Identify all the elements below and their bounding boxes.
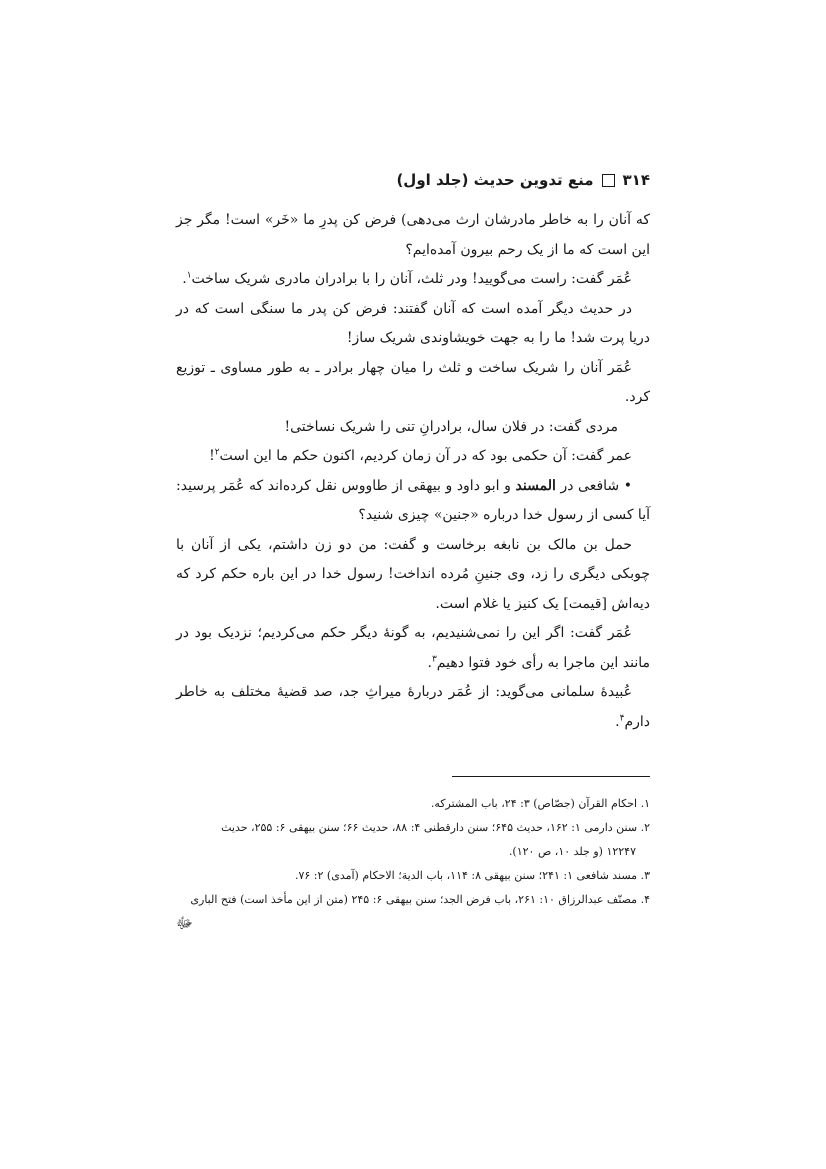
paragraph: که آنان را به خاطر مادرشان ارث می‌دهی) فرض کن پدرِ ما «خَر» است! مگر جز این است که ما از یک رحم بیرون آمده‌ایم؟: [176, 212, 650, 258]
paragraph: حمل بن مالک بن نابغه برخاست و گفت: من دو زن داشتم، یکی از آنان با چوبکی دیگری را زد، وی جنینِ مُرده انداخت! رسول خدا در این باره حکم کرد که دیه‌اش [قیمت] یک کنیز یا غلام است.: [176, 536, 650, 612]
footnote-ref[interactable]: ۳: [431, 653, 437, 664]
footnote: ۲. سنن دارمی ۱: ۱۶۲، حدیث ۶۴۵؛ سنن دارقطنی ۴: ۸۸، حدیث ۶۶؛ سنن بیهقی ۶: ۲۵۵، حدیث: [221, 821, 650, 834]
paragraph-text: عُمَر گفت: اگر این را نمی‌شنیدیم، به گونهٔ دیگر حکم می‌کردیم؛ نزدیک بود در مانند این ماجرا به رأی خود فتوا دهیم: [176, 625, 650, 671]
footnote-divider: [452, 776, 650, 777]
paragraph: عُمَر گفت: اگر این را نمی‌شنیدیم، به گونهٔ دیگر حکم می‌کردیم؛ نزدیک بود در مانند این ماجرا به رأی خود فتوا دهیم$^۳$.: [176, 625, 650, 671]
paragraph-text: و ابو داود و بیهقی از طاووس نقل کرده‌اند که عُمَر پرسید: آیا کسی از رسول خدا درباره «جنین» چیزی شنید؟: [176, 477, 650, 523]
continuation-mark-icon: ﷻ: [176, 914, 193, 932]
paragraph: عُمَر گفت: راست می‌گویید! ودر ثلث، آنان را با برادران مادری شریک ساخت$^۱$.: [182, 270, 632, 287]
paragraph-text: عُمَر گفت: راست می‌گویید! ودر ثلث، آنان را با برادران مادری شریک ساخت: [191, 271, 632, 287]
page-number: ۳۱۴: [622, 171, 650, 189]
footnote-ref[interactable]: ۴: [619, 712, 625, 723]
square-ornament-icon: [602, 174, 615, 187]
footnotes: [176, 792, 650, 932]
footnote: ۴. مصنّف عبدالرزاق ۱۰: ۲۶۱، باب فرض الجد؛ سنن بیهقی ۶: ۲۴۵ (متن از این مأخذ است) فتح الباری: [190, 893, 650, 906]
footnote-continuation: ۱۲۲۴۷ (و جلد ۱۰، ص ۱۲۰).: [508, 845, 636, 858]
paragraph: عُبیدهٔ سلمانی می‌گوید: از عُمَر دربارهٔ میراثِ جد، صد قضیهٔ مختلف به خاطر دارم$^۴$.: [176, 684, 650, 730]
paragraph-text: • شافعی در: [560, 477, 633, 494]
footnote: ۱. احکام القرآن (جصّاص) ۳: ۲۴، باب المشترکه.: [430, 797, 650, 810]
source-title: المسند: [515, 477, 556, 494]
page-header: [396, 171, 650, 189]
book-title: منع تدوین حدیث (جلد اول): [396, 171, 594, 189]
paragraph: مردی گفت: در فلان سال، برادرانِ تنی را شریک نساختی!: [284, 418, 618, 435]
paragraph: در حدیث دیگر آمده است که آنان گفتند: فرض کن پدر ما سنگی است که در دریا پرت شد! ما را به جهت خویشاوندی شریک ساز!: [176, 300, 650, 346]
paragraph: عُمَر آنان را شریک ساخت و ثلث را میان چهار برادر ـ به طور مساوی ـ توزیع کرد.: [176, 359, 650, 405]
body-text: [176, 206, 650, 737]
footnote-ref[interactable]: ۲: [214, 447, 220, 458]
paragraph: عمر گفت: آن حکمی بود که در آن زمان کردیم، اکنون حکم ما این است$^۲$!: [209, 447, 632, 464]
paragraph-text: عُبیدهٔ سلمانی می‌گوید: از عُمَر دربارهٔ میراثِ جد، صد قضیهٔ مختلف به خاطر دارم: [176, 684, 650, 730]
paragraph-text: عمر گفت: آن حکمی بود که در آن زمان کردیم، اکنون حکم ما این است: [219, 448, 632, 464]
footnote: ۳. مسند شافعی ۱: ۲۴۱؛ سنن بیهقی ۸: ۱۱۴، باب الدیة؛ الاحکام (آمدی) ۲: ۷۶.: [294, 869, 650, 882]
paragraph: [176, 472, 650, 531]
footnote-ref[interactable]: ۱: [186, 270, 192, 281]
